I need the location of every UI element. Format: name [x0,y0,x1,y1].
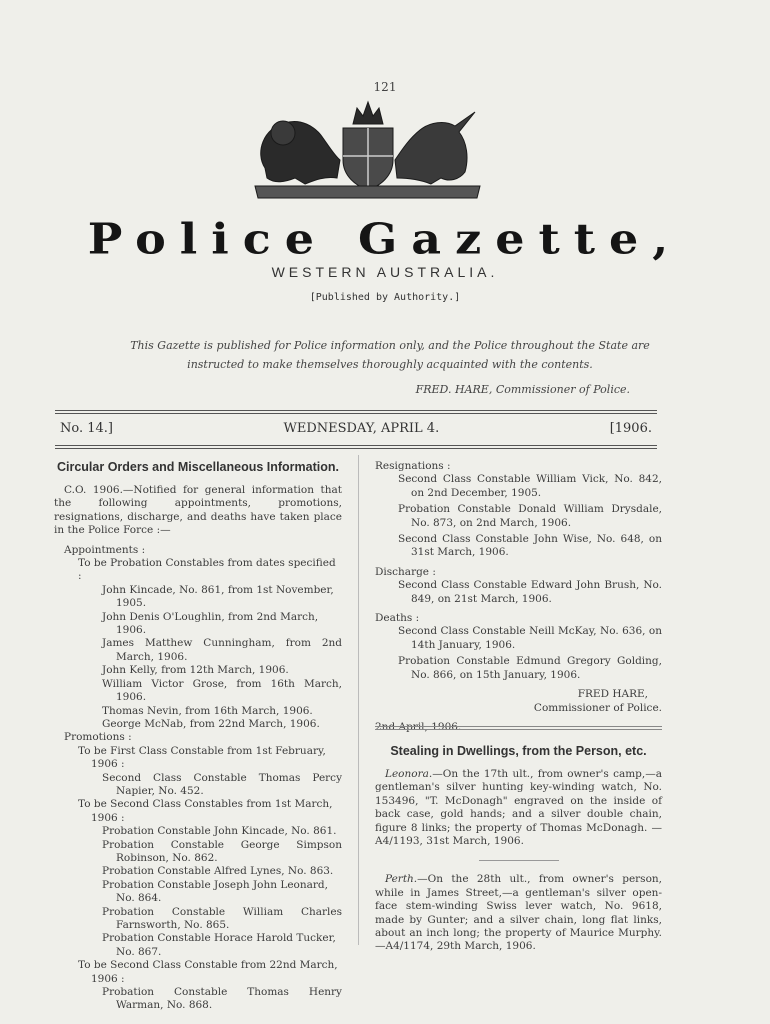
appointment-item: John Denis O'Loughlin, from 2nd March, 1906. [102,610,319,637]
promotion-item: Probation Constable Horace Harold Tucker, No. 867. [102,932,336,958]
promotions-label: Promotions : [64,731,132,744]
royal-coat-of-arms-icon [245,98,490,206]
death-item: Probation Constable Edmund Gregory Golding, No. 866, on 15th January, 1906. [398,655,662,681]
stealing-entry-place: Perth. [385,873,418,886]
promotion-item: Probation Constable John Kincade, No. 861. [102,825,337,838]
promotion-item: Probation Constable Thomas Henry Warman, No. 868. [102,986,342,1012]
masthead-title: Police Gazette, [87,214,683,264]
header-rule-top-2 [55,413,657,414]
notice-line-1: This Gazette is published for Police information only, and the Police throughout the State are [130,339,650,352]
circular-orders-heading: Circular Orders and Miscellaneous Information. [56,460,339,474]
appointment-item: Thomas Nevin, from 16th March, 1906. [102,704,313,717]
circular-signed-date: 2nd April, 1906. [375,720,462,733]
circular-signature-name: FRED HARE, [577,688,648,701]
stealing-entry-place: Leonora. [385,768,433,780]
circular-orders-left-column [54,460,342,1013]
discharge-item: Second Class Constable Edward John Brush, No. 849, on 21st March, 1906. [398,579,662,605]
issue-date: WEDNESDAY, APRIL 4. [283,421,440,436]
discharge-label: Discharge : [375,565,436,578]
dateline [60,421,652,436]
header-rule-top [55,410,657,411]
masthead-subtitle: WESTERN AUSTRALIA. [271,264,499,280]
stealing-section [375,744,662,954]
notice [70,336,710,374]
promotion-item: Second Class Constable Thomas Percy Napier, No. 452. [102,771,342,797]
resignation-item: Second Class Constable John Wise, No. 648, on 31st March, 1906. [398,533,662,559]
section-divider [375,726,662,730]
circular-signature-title: Commissioner of Police. [533,701,662,714]
notice-signature-title: Commissioner of Police. [495,383,630,396]
death-item: Second Class Constable Neill McKay, No. 636, on 14th January, 1906. [398,625,662,651]
column-divider [358,455,359,945]
probation-label: To be Probation Constables from dates specified : [78,557,336,583]
stealing-entry-text: —On the 17th ult., from owner's camp,—a gentleman's silver hunting key-winding watch, No. 153496, "T. McDonagh" engraved on the inside of back case, gold hands; and a silver double chain, figure 8 links; the property of Thomas McDonagh. —A4/1193, 31st March, 1906. [375,768,662,848]
appointment-item: James Matthew Cunningham, from 2nd March, 1906. [102,637,342,663]
promotion-item: Probation Constable William Charles Farnsworth, No. 865. [102,905,342,931]
header-rule-bottom [55,445,657,446]
circular-orders-right-column [375,460,662,734]
appointment-item: John Kelly, from 12th March, 1906. [102,664,289,677]
second-class-22-label: To be Second Class Constable from 22nd March, 1906 : [78,959,338,985]
header-rule-bottom-2 [55,448,657,449]
published-by-authority: [Published by Authority.] [309,292,461,303]
notice-line-2: instructed to make themselves thoroughly acquainted with the contents. [187,358,593,371]
promotion-item: Probation Constable Joseph John Leonard, No. 864. [102,878,328,905]
promotion-item: Probation Constable George Simpson Robinson, No. 862. [102,838,342,864]
entry-divider [479,860,559,861]
page-number: 121 [373,80,397,94]
resignation-item: Probation Constable Donald William Drysdale, No. 873, on 2nd March, 1906. [398,503,662,529]
promotion-item: Probation Constable Alfred Lynes, No. 863. [102,865,334,878]
issue-year: [1906. [609,421,652,436]
stealing-heading: Stealing in Dwellings, from the Person, etc. [390,744,647,758]
appointments-label: Appointments : [64,543,146,556]
notice-signature-name: FRED. HARE, [415,383,493,396]
resignation-item: Second Class Constable William Vick, No. 842, on 2nd December, 1905. [398,473,662,499]
first-class-label: To be First Class Constable from 1st February, 1906 : [78,744,326,771]
stealing-entry [375,768,662,848]
appointment-item: John Kincade, No. 861, from 1st November, 1905. [102,583,334,610]
appointment-item: George McNab, from 22nd March, 1906. [102,717,320,730]
stealing-entry [375,873,662,953]
notice-signature [330,383,630,396]
circular-intro: C.O. 1906.—Notified for general information that the following appointments, promotions, resignations, discharge, and deaths have taken place in the Police Force :— [54,484,342,537]
second-class-label: To be Second Class Constables from 1st March, 1906 : [78,798,333,824]
resignations-label: Resignations : [375,460,451,472]
issue-number: No. 14.] [60,421,113,436]
stealing-entry-text: —On the 28th ult., from owner's person, while in James Street,—a gentleman's silver open-face stem-winding Swiss lever watch, No. 9618, made by Gunter; and a silver chain, long flat links, about an inch long; the property of Maurice Murphy.—A4/1174, 29th March, 1906. [375,873,662,953]
appointment-item: William Victor Grose, from 16th March, 1906. [102,677,342,704]
deaths-label: Deaths : [375,612,420,625]
